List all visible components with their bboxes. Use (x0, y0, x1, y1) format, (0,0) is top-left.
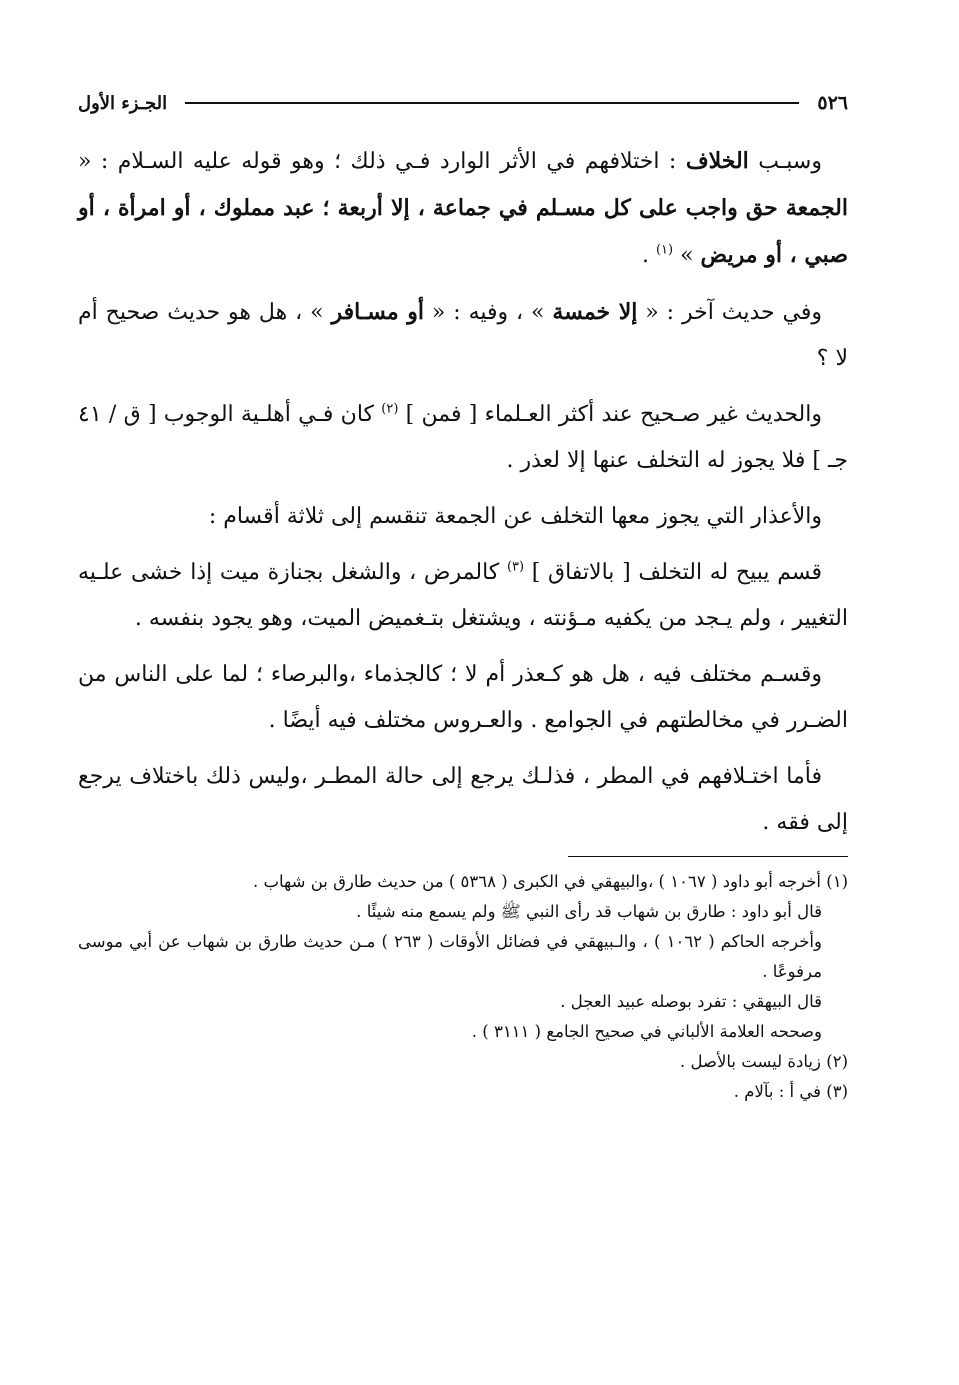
page (78, 86, 848, 1107)
text-run: » ، وفيه : « (423, 300, 553, 325)
bold-term: الخلاف (685, 148, 749, 174)
footnote-3: (٣) في أ : بآلام . (733, 1082, 848, 1101)
footnote-1-line: وأخرجه الحاكم ( ١٠٦٢ ) ، والـبيهقي في فضائل الأوقات ( ٢٦٣ ) مـن حديث طارق بن شهاب عن أبي موسى مرفوعًا . (78, 932, 822, 981)
text-run: » (673, 243, 701, 268)
main-text (78, 138, 848, 846)
text-run: والحديث غير صـحيح عند أكثر العـلماء [ فمن ] (398, 402, 822, 427)
text-run: : اختلافهم في الأثر الوارد فـي ذلك ؛ وهو قوله عليه السـلام : « (78, 149, 686, 174)
text-run: كالمرض ، والشغل بجنازة ميت إذا خشى علـيه التغيير ، ولم يـجد من يكفيه مـؤنته ، ويشتغل بتـغميض الميت، وهو يجود بنفسه . (78, 560, 848, 631)
paragraph-3 (78, 392, 848, 484)
footnote-ref-1[interactable]: (١) (655, 242, 674, 258)
footnotes (78, 867, 848, 1107)
header-rule (185, 102, 799, 104)
page-header (78, 86, 848, 120)
footnote-2: (٢) زيادة ليست بالأصل . (679, 1052, 848, 1071)
text-run: قسم يبيح له التخلف [ بالاتفاق ] (524, 560, 822, 585)
paragraph-7: فأما اختـلافهم في المطر ، فذلـك يرجع إلى حالة المطـر ،وليس ذلك باختلاف يرجع إلى فقه . (78, 764, 848, 835)
paragraph-1 (78, 138, 848, 279)
hadith-quote: الجمعة حق واجب على كل مسـلم في جماعة ، إلا أربعة ؛ عبد مملوك ، أو امرأة ، أو صبي ، أو مريض (78, 195, 848, 268)
footnote-1-line: قال البيهقي : تفرد بوصله عبيد العجل . (560, 992, 822, 1011)
paragraph-4: والأعذار التي يجوز معها التخلف عن الجمعة تنقسم إلى ثلاثة أقسام : (208, 504, 822, 529)
paragraph-5 (78, 550, 848, 642)
footnote-1: (١) أخرجه أبو داود ( ١٠٦٧ ) ،والبيهقي في الكبرى ( ٥٣٦٨ ) من حديث طارق بن شهاب . (252, 872, 848, 891)
page-number: ٥٢٦ (817, 92, 848, 114)
paragraph-2 (78, 289, 848, 382)
footnote-ref-2[interactable]: (٢) (381, 401, 399, 417)
text-run: وسبـب (748, 149, 822, 174)
footnote-1-line: وصححه العلامة الألباني في صحيح الجامع ( ٣١١١ ) . (471, 1022, 822, 1041)
text-run: . (641, 243, 656, 268)
footnote-ref-3[interactable]: (٣) (506, 559, 525, 575)
hadith-quote: أو مسـافر (331, 299, 424, 325)
text-run: » ، هل هو حديث صحيح أم لا ؟ (78, 300, 848, 371)
paragraph-6: وقسـم مختلف فيه ، هل هو كـعذر أم لا ؛ كالجذماء ،والبرصاء ؛ لما على الناس من الضـرر في مخالطتهم في الجوامع . والعـروس مختلف فيه أيضًا . (78, 662, 848, 733)
text-run: وفي حديث آخر : « (637, 300, 823, 325)
hadith-quote: إلا خمسة (552, 299, 638, 325)
footnote-separator (568, 856, 848, 857)
volume-title: الجـزء الأول (78, 92, 168, 114)
text-run: كان فـي أهلـية الوجوب [ ق / ٤١ جـ ] فلا يجوز له التخلف عنها إلا لعذر . (78, 402, 848, 473)
footnote-1-line: قال أبو داود : طارق بن شهاب قد رأى النبي ﷺ ولم يسمع منه شيئًا . (356, 902, 822, 921)
